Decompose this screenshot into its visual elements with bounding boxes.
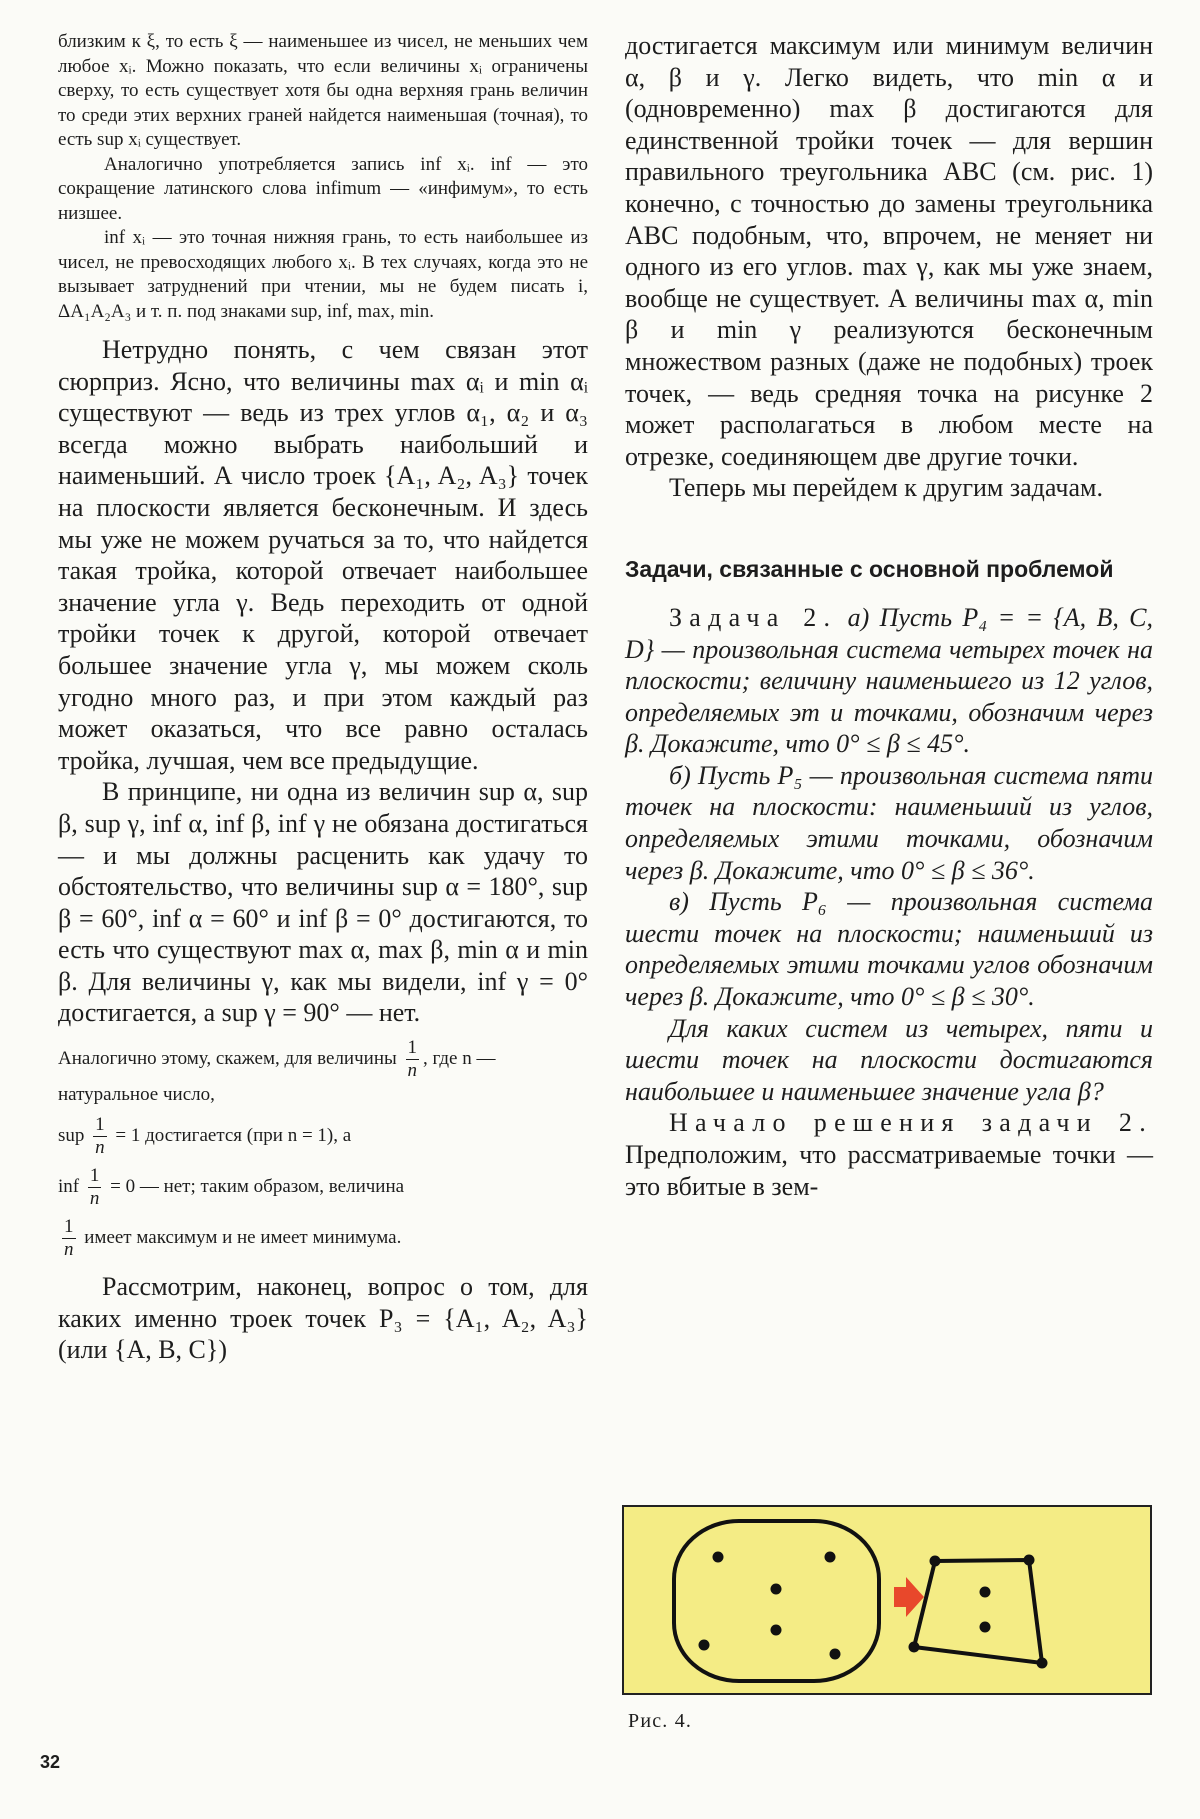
figure-4-drawing	[624, 1507, 1150, 1693]
fraction-line-1: Аналогично этому, скажем, для величины $\frac{1}{n}$ , где n — натуральное число,	[58, 1037, 496, 1106]
sup-rest: = 1 достигается (при n = 1), а	[115, 1124, 352, 1146]
paragraph-surprise: Нетрудно понять, с чем связан этот сюрприз. Ясно, что величины max αᵢ и min αᵢ существуют — ведь из трех углов α₁, α₂ и α₃ всегда можно выбрать наибольший и наименьший. А число троек {A₁, A₂, A₃} точек на плоскости является бесконечным. И здесь мы уже не можем ручаться за то, что найдется такая тройка, которой отвечает наибольшее значение угла γ. Ведь переходить от одной тройки точек к другой, которой отвечает большее значение угла γ, мы можем сколь угодно много раз, и при этом каждый раз может оказаться, что все равно осталась тройка, лучшая, чем все предыдущие.	[58, 335, 588, 775]
small-print-block	[58, 30, 588, 324]
point	[830, 1649, 841, 1660]
page-number: 32	[40, 1752, 61, 1772]
point	[713, 1552, 724, 1563]
figure-caption: Рис. 4.	[628, 1710, 693, 1732]
task-2a	[625, 602, 1153, 760]
fraction-one-over-n: $\frac{1}{n}$	[64, 1216, 74, 1261]
point	[1024, 1555, 1035, 1566]
max-rest: имеет максимум и не имеет минимума.	[84, 1226, 402, 1248]
fraction-one-over-n: $\frac{1}{n}$	[95, 1114, 105, 1159]
fraction-one-over-n: $\frac{1}{n}$	[89, 1165, 100, 1210]
point	[825, 1552, 836, 1563]
point	[980, 1587, 991, 1598]
point	[771, 1625, 782, 1636]
paragraph-principle: В принципе, ни одна из величин sup α, sup β, sup γ, inf α, inf β, inf γ не обязана достигаться — и мы должны расценить как удачу то обстоятельство, что величины sup α = 180°, sup β = 60°, inf α = 60° и inf β = 0° достигаются, то есть что существуют max α, max β, min α и min β. Для величины γ, как мы видели, inf γ = 0° достигается, а sup γ = 90° — нет.	[58, 777, 588, 1028]
rounded-region	[674, 1521, 879, 1681]
fraction-example	[58, 1037, 588, 1261]
right-column	[625, 30, 1153, 1202]
paragraph-transition: Теперь мы перейдем к другим задачам.	[669, 473, 1103, 503]
figure-4	[622, 1505, 1152, 1695]
point	[699, 1640, 710, 1651]
convex-hull	[914, 1560, 1042, 1663]
inf-rest: = 0 — нет; таким образом, величина	[110, 1175, 405, 1197]
task-2c: в) Пусть P₆ — произвольная система шести точек на плоскости; наименьший из определяемых этими точками углов обозначим через β. Докажите, что 0° ≤ β ≤ 30°.	[625, 887, 1153, 1012]
task-2a-text: а) Пусть P₄ = = {A, B, C, D} — произвольная система четырех точек на плоскости; величину наименьшего из 12 углов, определяемых эт и точками, обозначим через β. Докажите, что 0° ≤ β ≤ 45°.	[625, 602, 1154, 759]
solution-start	[625, 1107, 1153, 1202]
task-label: Задача 2.	[669, 602, 838, 632]
fraction-line-2	[58, 1114, 588, 1159]
paragraph-sup-definition: близким к ξ, то есть ξ — наименьшее из чисел, не меньших чем любое xᵢ. Можно показать, что если величины xᵢ ограничены сверху, то есть существует хотя бы одна верхняя грань величин то среди этих верхних граней найдется наименьшая (точная), то есть sup xᵢ существует.	[58, 31, 588, 150]
fraction-line-4	[58, 1216, 588, 1261]
arrow-right-icon	[894, 1577, 924, 1617]
paragraph-inf-definition: inf xᵢ — это точная нижняя грань, то есть наибольшее из чисел, не превосходящих любого xᵢ. В тех случаях, когда это не вызывает затруднений при чтении, мы не будем писать i, ΔA₁A₂A₃ и т. п. под знаками sup, inf, max, min.	[58, 227, 588, 322]
solution-label: Начало решения задачи 2.	[669, 1108, 1153, 1138]
task-2b: б) Пусть P₅ — произвольная система пяти точек на плоскости: наименьший из углов, определяемых этими точками, обозначим через β. Докажите, что 0° ≤ β ≤ 36°.	[625, 760, 1153, 885]
section-heading: Задачи, связанные с основной проблемой	[625, 555, 1114, 582]
point	[909, 1642, 920, 1653]
left-column	[58, 30, 588, 1366]
paragraph-consider: Рассмотрим, наконец, вопрос о том, для каких именно троек точек P₃ = {A₁, A₂, A₃} (или {A, B, C})	[58, 1272, 588, 1365]
solution-text: Предположим, что рассматриваемые точки — это вбитые в зем-	[625, 1140, 1153, 1201]
fraction-text-b: где n — натуральное число,	[58, 1047, 496, 1106]
fraction-text-a: Аналогично этому, скажем, для величины	[58, 1047, 397, 1069]
paragraph-inf-intro: Аналогично употребляется запись inf xᵢ. inf — это сокращение латинского слова infimum — «инфимум», то есть низшее.	[58, 153, 588, 224]
fraction-one-over-n: $\frac{1}{n}$	[407, 1037, 418, 1082]
inf-label: inf	[58, 1175, 80, 1197]
point	[771, 1584, 782, 1595]
sup-label: sup	[58, 1124, 85, 1146]
fraction-line-3	[58, 1165, 588, 1210]
point	[980, 1622, 991, 1633]
task-question: Для каких систем из четырех, пяти и шести точек на плоскости достигаются наибольшее и наименьшее значение угла β?	[625, 1013, 1153, 1106]
point	[1037, 1658, 1048, 1669]
paragraph-max-min: достигается максимум или минимум величин α, β и γ. Легко видеть, что min α и (одновременно) max β достигаются для единственной тройки точек — для вершин правильного треугольника ABC (см. рис. 1) конечно, с точностью до замены треугольника ABC подобным, что, впрочем, не меняет ни одного из его углов. max γ, как мы уже знаем, вообще не существует. А величины max α, min β и min γ реализуются бесконечным множеством разных (даже не подобных) троек точек, — ведь средняя точка на рисунке 2 может располагаться в любом месте на отрезке, соединяющем две другие точки.	[625, 31, 1153, 471]
point	[930, 1556, 941, 1567]
